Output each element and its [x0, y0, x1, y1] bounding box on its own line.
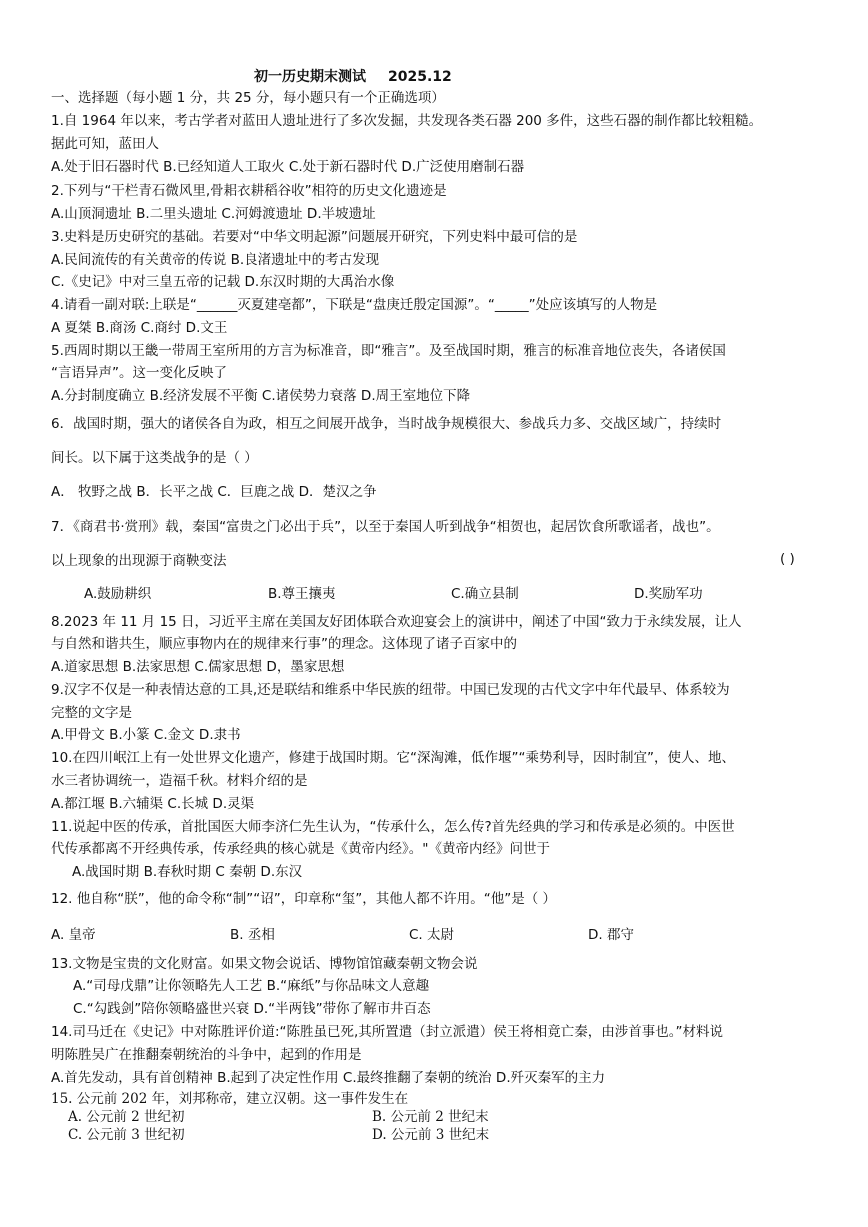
question-10-options: A.都江堰 B.六辅渠 C.长城 D.灵渠 — [51, 796, 255, 812]
question-12-option-a: A. 皇帝 — [51, 927, 96, 943]
question-7-answer-paren: ( ) — [780, 551, 795, 567]
section-heading: 一、选择题（每小题 1 分，共 25 分，每小题只有一个正确选项） — [51, 90, 445, 106]
question-4-options: A 夏桀 B.商汤 C.商纣 D.文王 — [51, 320, 228, 336]
question-12-option-b: B. 丞相 — [230, 927, 275, 943]
question-7-option-a: A.鼓励耕织 — [84, 586, 152, 602]
question-14-stem-line-2: 明陈胜吴广在推翻秦朝统治的斗争中，起到的作用是 — [51, 1047, 362, 1063]
question-15-stem: 15. 公元前 202 年，刘邦称帝，建立汉朝。这一事件发生在 — [51, 1091, 409, 1107]
question-7-stem-line-2: 以上现象的出现源于商鞅变法 — [51, 553, 227, 569]
exam-title — [254, 66, 452, 86]
question-7-option-b: B.尊王攘夷 — [268, 586, 336, 602]
exam-title-text: 初一历史期末测试 — [254, 69, 366, 85]
question-12-option-c: C. 太尉 — [409, 927, 455, 943]
question-15-option-a: A. 公元前 2 世纪初 — [68, 1109, 185, 1125]
question-10-stem-line-1: 10.在四川岷江上有一处世界文化遗产，修建于战国时期。它“深淘滩，低作堰”“乘势利导，因时制宜”，使人、地、 — [51, 750, 735, 766]
question-11-options: A.战国时期 B.春秋时期 C 秦朝 D.东汉 — [72, 864, 303, 880]
question-3-options-row-1: A.民间流传的有关黄帝的传说 B.良渚遗址中的考古发现 — [51, 252, 380, 268]
question-13-options-row-2: C.“勾践剑”陪你领略盛世兴衰 D.“半两钱”带你了解市井百态 — [73, 1001, 431, 1017]
question-2-stem: 2.下列与“干栏青石微风里,骨耜衣耕稻谷收”相符的历史文化遗迹是 — [51, 183, 447, 199]
question-7-option-c: C.确立县制 — [451, 586, 519, 602]
question-5-stem-line-2: “言语异声”。这一变化反映了 — [51, 365, 227, 381]
question-9-options: A.甲骨文 B.小篆 C.金文 D.隶书 — [51, 727, 241, 743]
question-8-stem-line-2: 与自然和谐共生，顺应事物内在的规律来行事”的理念。这体现了诸子百家中的 — [51, 636, 517, 652]
question-8-stem-line-1: 8.2023 年 11 月 15 日，习近平主席在美国友好团体联合欢迎宴会上的演讲中，阐述了中国“致力于永续发展，让人 — [51, 614, 742, 630]
question-6-stem-line-2: 间长。以下属于这类战争的是（ ） — [51, 450, 258, 466]
question-12-option-d: D. 郡守 — [588, 927, 634, 943]
question-13-options-row-1: A.“司母戊鼎”让你领略先人工艺 B.“麻纸”与你品味文人意趣 — [73, 978, 430, 994]
question-14-options: A.首先发动，具有首创精神 B.起到了决定性作用 C.最终推翻了秦朝的统治 D.歼灭秦军的主力 — [51, 1070, 606, 1086]
question-1-stem-line-1: 1.自 1964 年以来，考古学者对蓝田人遗址进行了多次发掘，共发现各类石器 200 多件，这些石器的制作都比较粗糙。 — [51, 113, 763, 129]
question-5-stem-line-1: 5.西周时期以王畿一带周王室所用的方言为标准音，即“雅言”。及至战国时期，雅言的标准音地位丧失，各诸侯国 — [51, 343, 726, 359]
question-7-option-d: D.奖励军功 — [634, 586, 703, 602]
question-14-stem-line-1: 14.司马迁在《史记》中对陈胜评价道:“陈胜虽已死,其所置遣（封立派遣）侯王将相竟亡秦，由涉首事也。”材料说 — [51, 1024, 724, 1040]
question-15-option-b: B. 公元前 2 世纪末 — [372, 1109, 489, 1125]
question-5-options: A.分封制度确立 B.经济发展不平衡 C.诸侯势力衰落 D.周王室地位下降 — [51, 388, 471, 404]
exam-date: 2025.12 — [388, 69, 452, 85]
question-7-stem-line-1: 7．《商君书·赏刑》载，秦国“富贵之门必出于兵”，以至于秦国人听到战争“相贺也，起居饮食所歌谣者，战也”。 — [51, 519, 720, 535]
question-4-stem: 4.请看一副对联:上联是“______灭夏建亳都”，下联是“盘庚迁殷定国源”。“_____”处应该填写的人物是 — [51, 297, 658, 313]
question-1-options: A.处于旧石器时代 B.已经知道人工取火 C.处于新石器时代 D.广泛使用磨制石器 — [51, 159, 525, 175]
question-1-stem-line-2: 据此可知，蓝田人 — [51, 136, 159, 152]
question-10-stem-line-2: 水三者协调统一，造福千秋。材料介绍的是 — [51, 773, 308, 789]
question-11-stem-line-1: 11.说起中医的传承，首批国医大师李济仁先生认为，“传承什么，怎么传?首先经典的学习和传承是必须的。中医世 — [51, 819, 735, 835]
question-9-stem-line-1: 9.汉字不仅是一种表情达意的工具,还是联结和维系中华民族的纽带。中国已发现的古代文字中年代最早、体系较为 — [51, 682, 730, 698]
question-11-stem-line-2: 代传承都离不开经典传承，传承经典的核心就是《黄帝内经》。"《黄帝内经》问世于 — [51, 841, 550, 857]
question-13-stem: 13.文物是宝贵的文化财富。如果文物会说话、博物馆馆藏秦朝文物会说 — [51, 956, 478, 972]
question-6-options: A． 牧野之战 B．长平之战 C．巨鹿之战 D．楚汉之争 — [51, 484, 377, 500]
question-15-option-c: C. 公元前 3 世纪初 — [68, 1127, 185, 1143]
question-15-option-d: D. 公元前 3 世纪末 — [372, 1127, 490, 1143]
question-9-stem-line-2: 完整的文字是 — [51, 705, 132, 721]
question-6-stem-line-1: 6．战国时期，强大的诸侯各自为政，相互之间展开战争，当时战争规模很大、参战兵力多、交战区域广，持续时 — [51, 416, 722, 432]
question-3-stem: 3.史料是历史研究的基础。若要对“中华文明起源”问题展开研究，下列史料中最可信的是 — [51, 229, 578, 245]
question-12-stem: 12. 他自称“朕”，他的命令称“制”“诏”，印章称“玺”，其他人都不许用。“他”是（ ） — [51, 891, 556, 907]
question-8-options: A.道家思想 B.法家思想 C.儒家思想 D，墨家思想 — [51, 659, 345, 675]
question-2-options: A.山顶洞遗址 B.二里头遗址 C.河姆渡遗址 D.半坡遗址 — [51, 206, 376, 222]
question-3-options-row-2: C.《史记》中对三皇五帝的记载 D.东汉时期的大禹治水像 — [51, 274, 395, 290]
